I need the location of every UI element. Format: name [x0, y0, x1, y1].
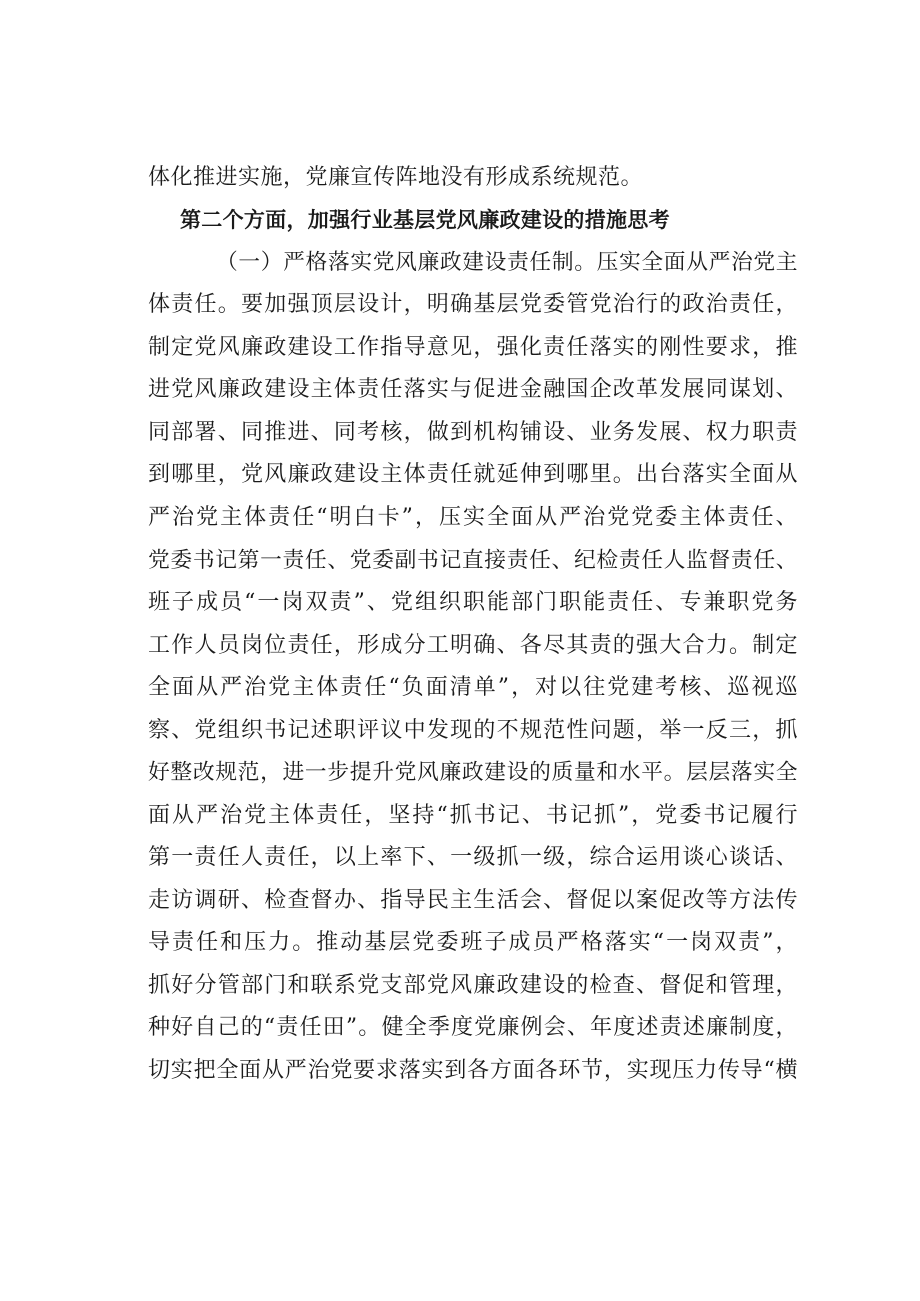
- text-line: 班子成员“一岗双责”、党组织职能部门职能责任、专兼职党务: [148, 590, 798, 615]
- text-line: 到哪里，党风廉政建设主体责任就延伸到哪里。出台落实全面从: [148, 462, 798, 487]
- section-heading: 第二个方面，加强行业基层党风廉政建设的措施思考: [180, 208, 670, 232]
- text-line: 同部署、同推进、同考核，做到机构铺设、业务发展、权力职责: [148, 420, 798, 445]
- text-line: 面从严治党主体责任，坚持“抓书记、书记抓”，党委书记履行: [148, 803, 798, 828]
- text-line: 走访调研、检查督办、指导民主生活会、督促以案促改等方法传: [148, 888, 798, 913]
- text-line: （一）严格落实党风廉政建设责任制。压实全面从严治党主: [216, 250, 798, 275]
- text-line: 切实把全面从严治党要求落实到各方面各环节，实现压力传导“横: [148, 1058, 798, 1083]
- text-line: 察、党组织书记述职评议中发现的不规范性问题，举一反三，抓: [148, 718, 798, 743]
- text-line: 制定党风廉政建设工作指导意见，强化责任落实的刚性要求，推: [148, 335, 798, 360]
- text-line: 导责任和压力。推动基层党委班子成员严格落实“一岗双责”，: [148, 930, 798, 955]
- text-line: 工作人员岗位责任，形成分工明确、各尽其责的强大合力。制定: [148, 633, 798, 658]
- text-line: 全面从严治党主体责任“负面清单”，对以往党建考核、巡视巡: [148, 675, 798, 700]
- text-line-prev-1: 体化推进实施，党廉宣传阵地没有形成系统规范。: [148, 165, 644, 190]
- text-line: 体责任。要加强顶层设计，明确基层党委管党治行的政治责任，: [148, 292, 798, 317]
- text-line: 党委书记第一责任、党委副书记直接责任、纪检责任人监督责任、: [148, 548, 798, 573]
- text-line: 进党风廉政建设主体责任落实与促进金融国企改革发展同谋划、: [148, 377, 798, 402]
- text-line: 种好自己的“责任田”。健全季度党廉例会、年度述责述廉制度，: [148, 1015, 798, 1040]
- text-line: 好整改规范，进一步提升党风廉政建设的质量和水平。层层落实全: [148, 760, 798, 785]
- text-line: 抓好分管部门和联系党支部党风廉政建设的检查、督促和管理，: [148, 973, 798, 998]
- text-line: 严治党主体责任“明白卡”，压实全面从严治党党委主体责任、: [148, 505, 798, 530]
- text-line: 第一责任人责任，以上率下、一级抓一级，综合运用谈心谈话、: [148, 845, 798, 870]
